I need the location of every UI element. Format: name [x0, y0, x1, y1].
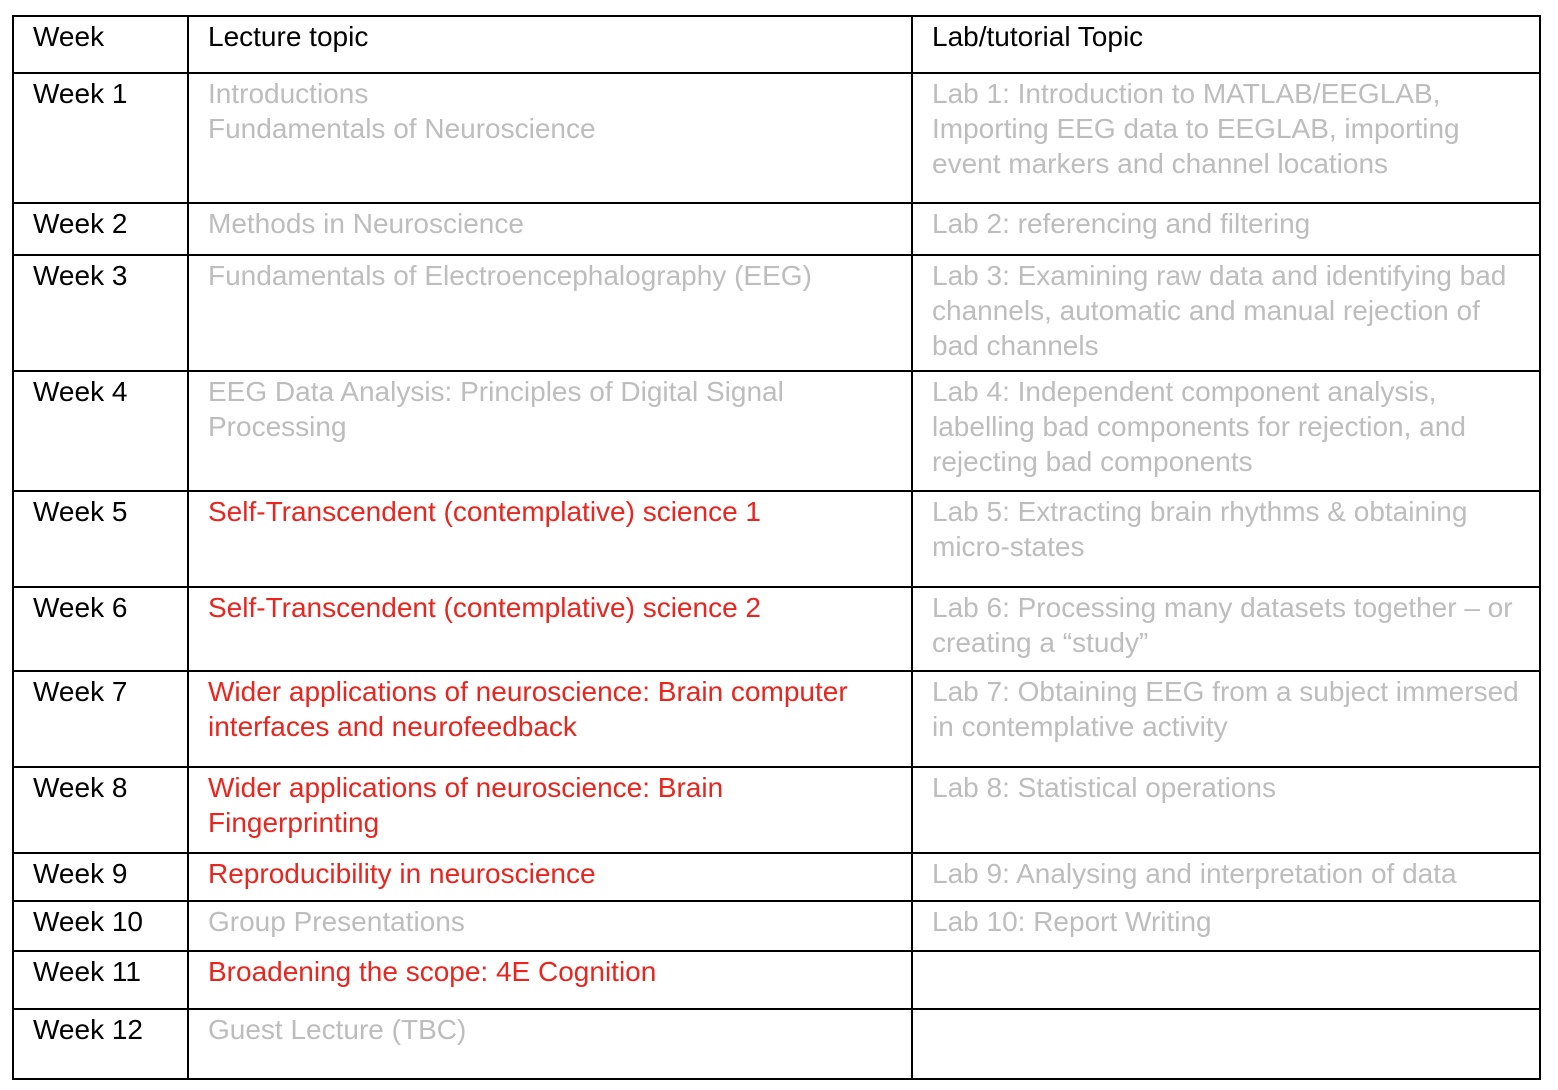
week-cell: Week 1 — [13, 73, 188, 203]
week-cell: Week 3 — [13, 255, 188, 371]
lecture-cell: Group Presentations — [188, 901, 912, 951]
lecture-cell: Reproducibility in neuroscience — [188, 853, 912, 901]
week-cell: Week 7 — [13, 671, 188, 767]
table-row — [13, 73, 1540, 203]
lecture-cell: EEG Data Analysis: Principles of Digital Signal Processing — [188, 371, 912, 491]
lab-cell: Lab 3: Examining raw data and identifying bad channels, automatic and manual rejection of bad channels — [912, 255, 1540, 371]
lecture-cell: Wider applications of neuroscience: Brain computer interfaces and neurofeedback — [188, 671, 912, 767]
lab-cell: Lab 9: Analysing and interpretation of data — [912, 853, 1540, 901]
week-cell: Week 11 — [13, 951, 188, 1009]
lecture-cell: Fundamentals of Electroencephalography (EEG) — [188, 255, 912, 371]
table-row — [13, 951, 1540, 1009]
table-row — [13, 671, 1540, 767]
lecture-cell: Methods in Neuroscience — [188, 203, 912, 255]
table-header-row — [13, 16, 1540, 73]
lecture-cell: Wider applications of neuroscience: Brain Fingerprinting — [188, 767, 912, 853]
lab-cell: Lab 8: Statistical operations — [912, 767, 1540, 853]
week-cell: Week 5 — [13, 491, 188, 587]
lab-cell: Lab 1: Introduction to MATLAB/EEGLAB, Importing EEG data to EEGLAB, importing event markers and channel locations — [912, 73, 1540, 203]
header-lecture-topic: Lecture topic — [188, 16, 912, 73]
lecture-cell: Self-Transcendent (contemplative) science 1 — [188, 491, 912, 587]
table-row — [13, 255, 1540, 371]
week-cell: Week 10 — [13, 901, 188, 951]
table-row — [13, 491, 1540, 587]
week-cell: Week 12 — [13, 1009, 188, 1079]
lab-cell: Lab 7: Obtaining EEG from a subject immersed in contemplative activity — [912, 671, 1540, 767]
table-row — [13, 371, 1540, 491]
lab-cell: Lab 6: Processing many datasets together – or creating a “study” — [912, 587, 1540, 671]
lab-cell: Lab 2: referencing and filtering — [912, 203, 1540, 255]
week-cell: Week 9 — [13, 853, 188, 901]
lab-cell: Lab 5: Extracting brain rhythms & obtaining micro-states — [912, 491, 1540, 587]
week-cell: Week 4 — [13, 371, 188, 491]
table-row — [13, 853, 1540, 901]
lecture-line: Fundamentals of Neuroscience — [208, 113, 596, 144]
lecture-cell: Self-Transcendent (contemplative) science 2 — [188, 587, 912, 671]
table-row — [13, 1009, 1540, 1079]
table-row — [13, 203, 1540, 255]
lecture-cell: Guest Lecture (TBC) — [188, 1009, 912, 1079]
lecture-cell — [188, 73, 912, 203]
header-week: Week — [13, 16, 188, 73]
table-row — [13, 767, 1540, 853]
table-row — [13, 901, 1540, 951]
lab-cell — [912, 1009, 1540, 1079]
lab-cell — [912, 951, 1540, 1009]
week-cell: Week 8 — [13, 767, 188, 853]
lecture-cell: Broadening the scope: 4E Cognition — [188, 951, 912, 1009]
table-row — [13, 587, 1540, 671]
lab-cell: Lab 10: Report Writing — [912, 901, 1540, 951]
header-lab-topic: Lab/tutorial Topic — [912, 16, 1540, 73]
lab-cell: Lab 4: Independent component analysis, labelling bad components for rejection, and rejecting bad components — [912, 371, 1540, 491]
course-schedule-table — [12, 15, 1541, 1080]
week-cell: Week 2 — [13, 203, 188, 255]
week-cell: Week 6 — [13, 587, 188, 671]
lecture-line: Introductions — [208, 78, 369, 109]
